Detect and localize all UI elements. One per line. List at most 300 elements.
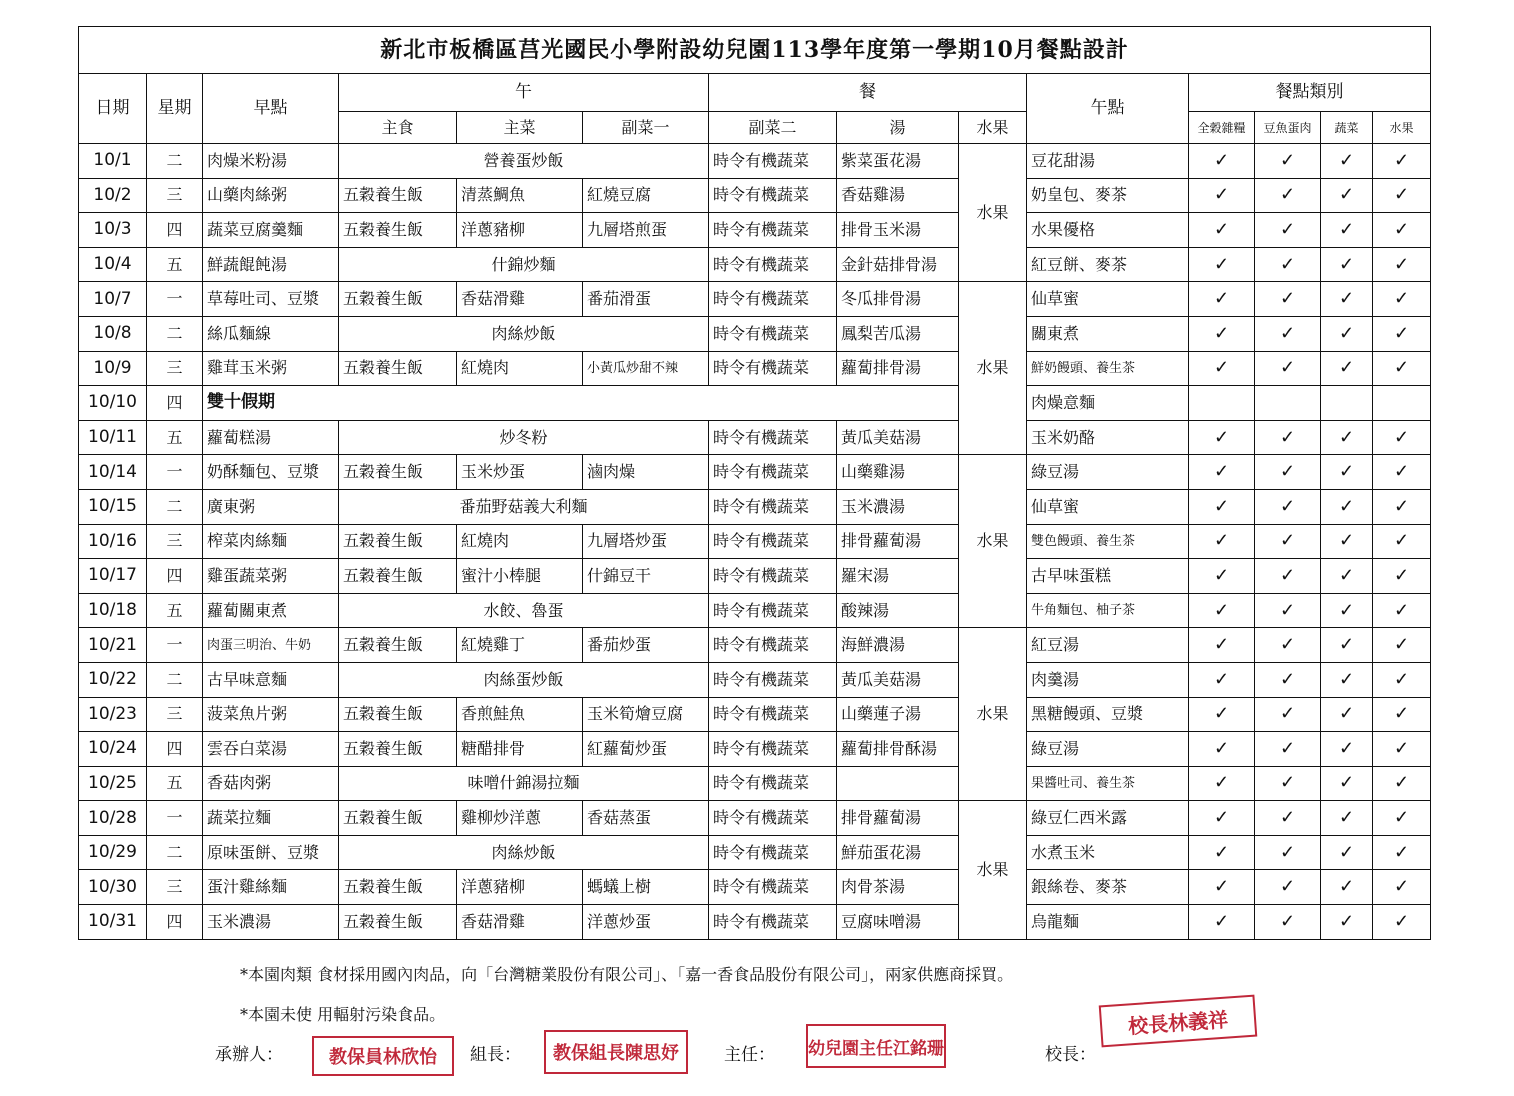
cell-lunch-combined: 水餃、魯蛋 bbox=[339, 593, 709, 628]
cell-category-check: ✓ bbox=[1255, 801, 1321, 836]
cell-side2: 時令有機蔬菜 bbox=[709, 455, 837, 490]
cell-category-check: ✓ bbox=[1373, 178, 1431, 213]
header-side2: 副菜二 bbox=[709, 112, 837, 144]
cell-staple: 五穀養生飯 bbox=[339, 455, 457, 490]
cell-soup: 紫菜蛋花湯 bbox=[837, 144, 959, 179]
cell-snack: 雙色饅頭、養生茶 bbox=[1027, 524, 1189, 559]
cell-day: 四 bbox=[147, 905, 203, 940]
cell-lunch-combined: 味噌什錦湯拉麵 bbox=[339, 766, 709, 801]
leader-label: 組長： bbox=[470, 1045, 521, 1065]
cell-date: 10/14 bbox=[79, 455, 147, 490]
cell-main-dish: 紅燒雞丁 bbox=[457, 628, 583, 663]
cell-category-check: ✓ bbox=[1255, 697, 1321, 732]
cell-day: 三 bbox=[147, 178, 203, 213]
cell-category-check: ✓ bbox=[1321, 282, 1373, 317]
cell-snack: 紅豆湯 bbox=[1027, 628, 1189, 663]
cell-category-check: ✓ bbox=[1255, 662, 1321, 697]
cell-category-check: ✓ bbox=[1373, 732, 1431, 767]
cell-staple: 五穀養生飯 bbox=[339, 697, 457, 732]
cell-snack: 關東煮 bbox=[1027, 316, 1189, 351]
header-snack: 午點 bbox=[1027, 74, 1189, 144]
cell-breakfast: 肉燥米粉湯 bbox=[203, 144, 339, 179]
handler-label: 承辦人： bbox=[215, 1045, 283, 1065]
cell-date: 10/7 bbox=[79, 282, 147, 317]
cell-soup: 冬瓜排骨湯 bbox=[837, 282, 959, 317]
cell-category-check: ✓ bbox=[1373, 247, 1431, 282]
principal-label: 校長： bbox=[1045, 1045, 1096, 1065]
cell-snack: 肉羹湯 bbox=[1027, 662, 1189, 697]
cell-category-check: ✓ bbox=[1373, 905, 1431, 940]
cell-day: 二 bbox=[147, 316, 203, 351]
cell-side1: 番茄滑蛋 bbox=[583, 282, 709, 317]
cell-category-check bbox=[1321, 386, 1373, 421]
cell-breakfast: 蔬菜豆腐羹麵 bbox=[203, 213, 339, 248]
cell-side2: 時令有機蔬菜 bbox=[709, 316, 837, 351]
cell-breakfast: 草莓吐司、豆漿 bbox=[203, 282, 339, 317]
cell-date: 10/25 bbox=[79, 766, 147, 801]
cell-category-check: ✓ bbox=[1189, 144, 1255, 179]
cell-category-check: ✓ bbox=[1321, 662, 1373, 697]
table-row bbox=[79, 801, 1431, 836]
cell-side1: 紅蘿蔔炒蛋 bbox=[583, 732, 709, 767]
cell-category-check: ✓ bbox=[1255, 593, 1321, 628]
cell-side2: 時令有機蔬菜 bbox=[709, 905, 837, 940]
cell-staple: 五穀養生飯 bbox=[339, 905, 457, 940]
handler-stamp: 教保員林欣怡 bbox=[312, 1036, 454, 1076]
cell-snack: 銀絲卷、麥茶 bbox=[1027, 870, 1189, 905]
cell-snack: 鮮奶饅頭、養生茶 bbox=[1027, 351, 1189, 386]
cell-breakfast: 菠菜魚片粥 bbox=[203, 697, 339, 732]
cell-soup: 黃瓜美菇湯 bbox=[837, 662, 959, 697]
principal-stamp: 校長林義祥 bbox=[1099, 995, 1258, 1048]
cell-snack: 紅豆餅、麥茶 bbox=[1027, 247, 1189, 282]
cell-lunch-combined: 肉絲蛋炒飯 bbox=[339, 662, 709, 697]
cell-day: 五 bbox=[147, 766, 203, 801]
cell-side2: 時令有機蔬菜 bbox=[709, 801, 837, 836]
cell-category-check: ✓ bbox=[1373, 316, 1431, 351]
table-row bbox=[79, 697, 1431, 732]
cell-lunch-combined: 肉絲炒飯 bbox=[339, 316, 709, 351]
table-row bbox=[79, 178, 1431, 213]
cell-side1: 九層塔炒蛋 bbox=[583, 524, 709, 559]
cell-day: 一 bbox=[147, 801, 203, 836]
cell-snack: 黑糖饅頭、豆漿 bbox=[1027, 697, 1189, 732]
cell-category-check: ✓ bbox=[1321, 870, 1373, 905]
cell-category-check: ✓ bbox=[1373, 766, 1431, 801]
cell-side1: 玉米筍燴豆腐 bbox=[583, 697, 709, 732]
cell-soup: 豆腐味噌湯 bbox=[837, 905, 959, 940]
cell-fruit: 水果 bbox=[959, 455, 1027, 628]
cell-soup: 蘿蔔排骨酥湯 bbox=[837, 732, 959, 767]
cell-category-check: ✓ bbox=[1255, 213, 1321, 248]
cell-soup: 羅宋湯 bbox=[837, 559, 959, 594]
leader-stamp: 教保組長陳思妤 bbox=[544, 1030, 688, 1074]
cell-date: 10/18 bbox=[79, 593, 147, 628]
cell-breakfast: 山藥肉絲粥 bbox=[203, 178, 339, 213]
header-breakfast: 早點 bbox=[203, 74, 339, 144]
cell-soup: 排骨蘿蔔湯 bbox=[837, 801, 959, 836]
table-row bbox=[79, 489, 1431, 524]
cell-date: 10/1 bbox=[79, 144, 147, 179]
cell-main-dish: 糖醋排骨 bbox=[457, 732, 583, 767]
director-label: 主任： bbox=[724, 1045, 775, 1065]
cell-category-check: ✓ bbox=[1321, 178, 1373, 213]
cell-side2: 時令有機蔬菜 bbox=[709, 489, 837, 524]
cell-side2: 時令有機蔬菜 bbox=[709, 247, 837, 282]
cell-snack: 牛角麵包、柚子茶 bbox=[1027, 593, 1189, 628]
cell-staple: 五穀養生飯 bbox=[339, 178, 457, 213]
cell-soup: 香菇雞湯 bbox=[837, 178, 959, 213]
cell-category-check: ✓ bbox=[1255, 282, 1321, 317]
cell-side1: 番茄炒蛋 bbox=[583, 628, 709, 663]
cell-day: 二 bbox=[147, 662, 203, 697]
cell-category-check: ✓ bbox=[1189, 282, 1255, 317]
cell-main-dish: 香煎鮭魚 bbox=[457, 697, 583, 732]
cell-snack: 水果優格 bbox=[1027, 213, 1189, 248]
cell-category-check: ✓ bbox=[1189, 247, 1255, 282]
cell-soup: 蘿蔔排骨湯 bbox=[837, 351, 959, 386]
cell-snack: 烏龍麵 bbox=[1027, 905, 1189, 940]
header-fruit: 水果 bbox=[959, 112, 1027, 144]
cell-day: 一 bbox=[147, 282, 203, 317]
cell-date: 10/11 bbox=[79, 420, 147, 455]
cell-category-check: ✓ bbox=[1373, 870, 1431, 905]
cell-snack: 玉米奶酪 bbox=[1027, 420, 1189, 455]
cell-category-check: ✓ bbox=[1373, 351, 1431, 386]
table-row bbox=[79, 144, 1431, 179]
cell-category-check: ✓ bbox=[1255, 628, 1321, 663]
header-cat-grain: 全穀雜糧 bbox=[1189, 112, 1255, 144]
cell-breakfast: 雞蛋蔬菜粥 bbox=[203, 559, 339, 594]
cell-category-check: ✓ bbox=[1189, 697, 1255, 732]
cell-category-check: ✓ bbox=[1255, 178, 1321, 213]
table-row bbox=[79, 766, 1431, 801]
cell-staple: 五穀養生飯 bbox=[339, 524, 457, 559]
cell-category-check: ✓ bbox=[1255, 732, 1321, 767]
cell-date: 10/15 bbox=[79, 489, 147, 524]
cell-category-check: ✓ bbox=[1189, 593, 1255, 628]
cell-category-check: ✓ bbox=[1189, 420, 1255, 455]
cell-soup: 海鮮濃湯 bbox=[837, 628, 959, 663]
header-side1: 副菜一 bbox=[583, 112, 709, 144]
cell-soup: 山藥蓮子湯 bbox=[837, 697, 959, 732]
cell-fruit: 水果 bbox=[959, 144, 1027, 282]
table-row bbox=[79, 662, 1431, 697]
cell-main-dish: 紅燒肉 bbox=[457, 524, 583, 559]
page-title: 新北市板橋區莒光國民小學附設幼兒園113學年度第一學期10月餐點設計 bbox=[79, 27, 1431, 74]
cell-category-check: ✓ bbox=[1255, 420, 1321, 455]
cell-main-dish: 蜜汁小棒腿 bbox=[457, 559, 583, 594]
cell-category-check bbox=[1255, 386, 1321, 421]
cell-day: 四 bbox=[147, 213, 203, 248]
cell-category-check: ✓ bbox=[1321, 835, 1373, 870]
cell-staple: 五穀養生飯 bbox=[339, 282, 457, 317]
cell-snack: 綠豆仁西米露 bbox=[1027, 801, 1189, 836]
cell-category-check: ✓ bbox=[1189, 662, 1255, 697]
cell-category-check: ✓ bbox=[1189, 732, 1255, 767]
cell-side2: 時令有機蔬菜 bbox=[709, 144, 837, 179]
cell-side1: 九層塔煎蛋 bbox=[583, 213, 709, 248]
table-row bbox=[79, 282, 1431, 317]
cell-side2: 時令有機蔬菜 bbox=[709, 282, 837, 317]
header-categories: 餐點類別 bbox=[1189, 74, 1431, 112]
cell-category-check: ✓ bbox=[1373, 628, 1431, 663]
cell-category-check: ✓ bbox=[1373, 282, 1431, 317]
table-row bbox=[79, 732, 1431, 767]
cell-category-check: ✓ bbox=[1255, 870, 1321, 905]
cell-staple: 五穀養生飯 bbox=[339, 732, 457, 767]
cell-category-check: ✓ bbox=[1373, 213, 1431, 248]
cell-category-check: ✓ bbox=[1255, 905, 1321, 940]
cell-day: 二 bbox=[147, 144, 203, 179]
cell-main-dish: 玉米炒蛋 bbox=[457, 455, 583, 490]
cell-staple: 五穀養生飯 bbox=[339, 351, 457, 386]
cell-main-dish: 香菇滑雞 bbox=[457, 282, 583, 317]
header-main-dish: 主菜 bbox=[457, 112, 583, 144]
header-date: 日期 bbox=[79, 74, 147, 144]
cell-category-check: ✓ bbox=[1189, 178, 1255, 213]
table-row bbox=[79, 870, 1431, 905]
cell-category-check bbox=[1189, 386, 1255, 421]
cell-category-check: ✓ bbox=[1321, 766, 1373, 801]
cell-category-check: ✓ bbox=[1321, 144, 1373, 179]
cell-date: 10/22 bbox=[79, 662, 147, 697]
cell-snack: 仙草蜜 bbox=[1027, 282, 1189, 317]
cell-side2: 時令有機蔬菜 bbox=[709, 178, 837, 213]
cell-date: 10/17 bbox=[79, 559, 147, 594]
cell-category-check: ✓ bbox=[1373, 489, 1431, 524]
cell-snack: 奶皇包、麥茶 bbox=[1027, 178, 1189, 213]
cell-category-check: ✓ bbox=[1189, 766, 1255, 801]
cell-breakfast: 蛋汁雞絲麵 bbox=[203, 870, 339, 905]
table-row bbox=[79, 351, 1431, 386]
cell-day: 四 bbox=[147, 559, 203, 594]
cell-main-dish: 紅燒肉 bbox=[457, 351, 583, 386]
cell-main-dish: 香菇滑雞 bbox=[457, 905, 583, 940]
cell-lunch-combined: 營養蛋炒飯 bbox=[339, 144, 709, 179]
cell-breakfast: 香菇肉粥 bbox=[203, 766, 339, 801]
cell-main-dish: 清蒸鯛魚 bbox=[457, 178, 583, 213]
cell-category-check: ✓ bbox=[1373, 420, 1431, 455]
cell-lunch-combined: 什錦炒麵 bbox=[339, 247, 709, 282]
note-radiation: *本園未使 用輻射污染食品。 bbox=[240, 1005, 446, 1024]
cell-side2: 時令有機蔬菜 bbox=[709, 870, 837, 905]
cell-soup: 肉骨茶湯 bbox=[837, 870, 959, 905]
table-row bbox=[79, 593, 1431, 628]
cell-snack: 綠豆湯 bbox=[1027, 732, 1189, 767]
cell-category-check: ✓ bbox=[1373, 835, 1431, 870]
cell-category-check: ✓ bbox=[1321, 628, 1373, 663]
cell-category-check: ✓ bbox=[1321, 593, 1373, 628]
header-lunch-right: 餐 bbox=[709, 74, 1027, 112]
cell-soup: 排骨玉米湯 bbox=[837, 213, 959, 248]
cell-breakfast: 雞茸玉米粥 bbox=[203, 351, 339, 386]
cell-day: 五 bbox=[147, 420, 203, 455]
cell-date: 10/4 bbox=[79, 247, 147, 282]
table-row bbox=[79, 316, 1431, 351]
cell-date: 10/30 bbox=[79, 870, 147, 905]
cell-category-check: ✓ bbox=[1373, 559, 1431, 594]
cell-date: 10/16 bbox=[79, 524, 147, 559]
note-meat-source: *本園肉類 食材採用國內肉品，向「台灣糖業股份有限公司」、「嘉一香食品股份有限公司」，兩家供應商採買。 bbox=[240, 965, 1014, 984]
cell-category-check: ✓ bbox=[1189, 905, 1255, 940]
cell-day: 一 bbox=[147, 628, 203, 663]
cell-category-check: ✓ bbox=[1321, 732, 1373, 767]
cell-day: 四 bbox=[147, 732, 203, 767]
table-row bbox=[79, 835, 1431, 870]
cell-category-check: ✓ bbox=[1255, 247, 1321, 282]
cell-fruit: 水果 bbox=[959, 282, 1027, 455]
cell-breakfast: 廣東粥 bbox=[203, 489, 339, 524]
cell-snack: 古早味蛋糕 bbox=[1027, 559, 1189, 594]
table-row bbox=[79, 420, 1431, 455]
table-row bbox=[79, 905, 1431, 940]
cell-breakfast: 蔬菜拉麵 bbox=[203, 801, 339, 836]
cell-category-check: ✓ bbox=[1321, 316, 1373, 351]
cell-snack: 水煮玉米 bbox=[1027, 835, 1189, 870]
cell-category-check: ✓ bbox=[1255, 766, 1321, 801]
cell-side2: 時令有機蔬菜 bbox=[709, 697, 837, 732]
cell-category-check: ✓ bbox=[1189, 213, 1255, 248]
cell-side1: 什錦豆干 bbox=[583, 559, 709, 594]
cell-category-check: ✓ bbox=[1321, 905, 1373, 940]
cell-side2: 時令有機蔬菜 bbox=[709, 662, 837, 697]
cell-breakfast: 肉蛋三明治、牛奶 bbox=[203, 628, 339, 663]
cell-day: 四 bbox=[147, 386, 203, 421]
cell-category-check: ✓ bbox=[1255, 316, 1321, 351]
cell-main-dish: 洋蔥豬柳 bbox=[457, 870, 583, 905]
cell-lunch-combined: 番茄野菇義大利麵 bbox=[339, 489, 709, 524]
cell-snack: 肉燥意麵 bbox=[1027, 386, 1189, 421]
cell-date: 10/21 bbox=[79, 628, 147, 663]
cell-snack: 仙草蜜 bbox=[1027, 489, 1189, 524]
header-day: 星期 bbox=[147, 74, 203, 144]
cell-category-check: ✓ bbox=[1321, 247, 1373, 282]
cell-date: 10/29 bbox=[79, 835, 147, 870]
cell-day: 三 bbox=[147, 524, 203, 559]
cell-lunch-combined: 肉絲炒飯 bbox=[339, 835, 709, 870]
cell-staple: 五穀養生飯 bbox=[339, 559, 457, 594]
cell-breakfast: 蘿蔔關東煮 bbox=[203, 593, 339, 628]
cell-breakfast: 原味蛋餅、豆漿 bbox=[203, 835, 339, 870]
cell-category-check: ✓ bbox=[1189, 524, 1255, 559]
cell-soup: 玉米濃湯 bbox=[837, 489, 959, 524]
cell-day: 二 bbox=[147, 489, 203, 524]
cell-soup: 酸辣湯 bbox=[837, 593, 959, 628]
cell-date: 10/10 bbox=[79, 386, 147, 421]
cell-breakfast: 奶酥麵包、豆漿 bbox=[203, 455, 339, 490]
cell-category-check: ✓ bbox=[1189, 455, 1255, 490]
cell-date: 10/23 bbox=[79, 697, 147, 732]
cell-lunch-combined: 炒冬粉 bbox=[339, 420, 709, 455]
cell-side2: 時令有機蔬菜 bbox=[709, 213, 837, 248]
header-lunch-left: 午 bbox=[339, 74, 709, 112]
cell-breakfast: 鮮蔬餛飩湯 bbox=[203, 247, 339, 282]
cell-soup: 黃瓜美菇湯 bbox=[837, 420, 959, 455]
cell-side1: 香菇蒸蛋 bbox=[583, 801, 709, 836]
cell-breakfast: 雲吞白菜湯 bbox=[203, 732, 339, 767]
cell-staple: 五穀養生飯 bbox=[339, 870, 457, 905]
cell-snack: 果醬吐司、養生茶 bbox=[1027, 766, 1189, 801]
cell-side2: 時令有機蔬菜 bbox=[709, 835, 837, 870]
cell-category-check: ✓ bbox=[1255, 455, 1321, 490]
cell-category-check: ✓ bbox=[1373, 697, 1431, 732]
cell-staple: 五穀養生飯 bbox=[339, 801, 457, 836]
cell-main-dish: 雞柳炒洋蔥 bbox=[457, 801, 583, 836]
cell-breakfast: 古早味意麵 bbox=[203, 662, 339, 697]
cell-side2: 時令有機蔬菜 bbox=[709, 766, 837, 801]
cell-category-check: ✓ bbox=[1255, 351, 1321, 386]
cell-category-check: ✓ bbox=[1189, 351, 1255, 386]
header-cat-protein: 豆魚蛋肉 bbox=[1255, 112, 1321, 144]
cell-soup bbox=[837, 766, 959, 801]
cell-side2: 時令有機蔬菜 bbox=[709, 593, 837, 628]
cell-category-check: ✓ bbox=[1321, 455, 1373, 490]
cell-category-check: ✓ bbox=[1321, 420, 1373, 455]
cell-snack: 豆花甜湯 bbox=[1027, 144, 1189, 179]
cell-side2: 時令有機蔬菜 bbox=[709, 559, 837, 594]
cell-side2: 時令有機蔬菜 bbox=[709, 524, 837, 559]
cell-category-check: ✓ bbox=[1189, 559, 1255, 594]
table-row bbox=[79, 628, 1431, 663]
cell-soup: 金針菇排骨湯 bbox=[837, 247, 959, 282]
cell-soup: 鳳梨苦瓜湯 bbox=[837, 316, 959, 351]
cell-date: 10/3 bbox=[79, 213, 147, 248]
cell-category-check: ✓ bbox=[1189, 489, 1255, 524]
cell-category-check: ✓ bbox=[1321, 213, 1373, 248]
cell-category-check: ✓ bbox=[1255, 835, 1321, 870]
cell-day: 三 bbox=[147, 351, 203, 386]
cell-main-dish: 洋蔥豬柳 bbox=[457, 213, 583, 248]
table-row bbox=[79, 386, 1431, 421]
cell-category-check: ✓ bbox=[1321, 489, 1373, 524]
header-cat-fruit: 水果 bbox=[1373, 112, 1431, 144]
cell-date: 10/31 bbox=[79, 905, 147, 940]
cell-day: 五 bbox=[147, 247, 203, 282]
cell-category-check: ✓ bbox=[1189, 628, 1255, 663]
cell-category-check: ✓ bbox=[1189, 801, 1255, 836]
cell-side2: 時令有機蔬菜 bbox=[709, 351, 837, 386]
table-row bbox=[79, 247, 1431, 282]
cell-day: 五 bbox=[147, 593, 203, 628]
cell-day: 二 bbox=[147, 835, 203, 870]
cell-soup: 排骨蘿蔔湯 bbox=[837, 524, 959, 559]
cell-category-check: ✓ bbox=[1189, 835, 1255, 870]
cell-side2: 時令有機蔬菜 bbox=[709, 420, 837, 455]
cell-category-check: ✓ bbox=[1189, 316, 1255, 351]
cell-date: 10/2 bbox=[79, 178, 147, 213]
cell-staple: 五穀養生飯 bbox=[339, 213, 457, 248]
cell-category-check: ✓ bbox=[1373, 593, 1431, 628]
cell-date: 10/24 bbox=[79, 732, 147, 767]
cell-day: 三 bbox=[147, 697, 203, 732]
cell-category-check: ✓ bbox=[1321, 801, 1373, 836]
cell-category-check: ✓ bbox=[1321, 524, 1373, 559]
cell-breakfast: 蘿蔔糕湯 bbox=[203, 420, 339, 455]
cell-category-check: ✓ bbox=[1189, 870, 1255, 905]
table-row bbox=[79, 524, 1431, 559]
cell-date: 10/8 bbox=[79, 316, 147, 351]
cell-category-check: ✓ bbox=[1321, 559, 1373, 594]
menu-body bbox=[79, 144, 1431, 940]
cell-staple: 五穀養生飯 bbox=[339, 628, 457, 663]
menu-sheet bbox=[78, 26, 1430, 940]
cell-side1: 滷肉燥 bbox=[583, 455, 709, 490]
header-cat-veg: 蔬菜 bbox=[1321, 112, 1373, 144]
cell-side2: 時令有機蔬菜 bbox=[709, 628, 837, 663]
cell-category-check: ✓ bbox=[1255, 489, 1321, 524]
cell-category-check: ✓ bbox=[1321, 697, 1373, 732]
